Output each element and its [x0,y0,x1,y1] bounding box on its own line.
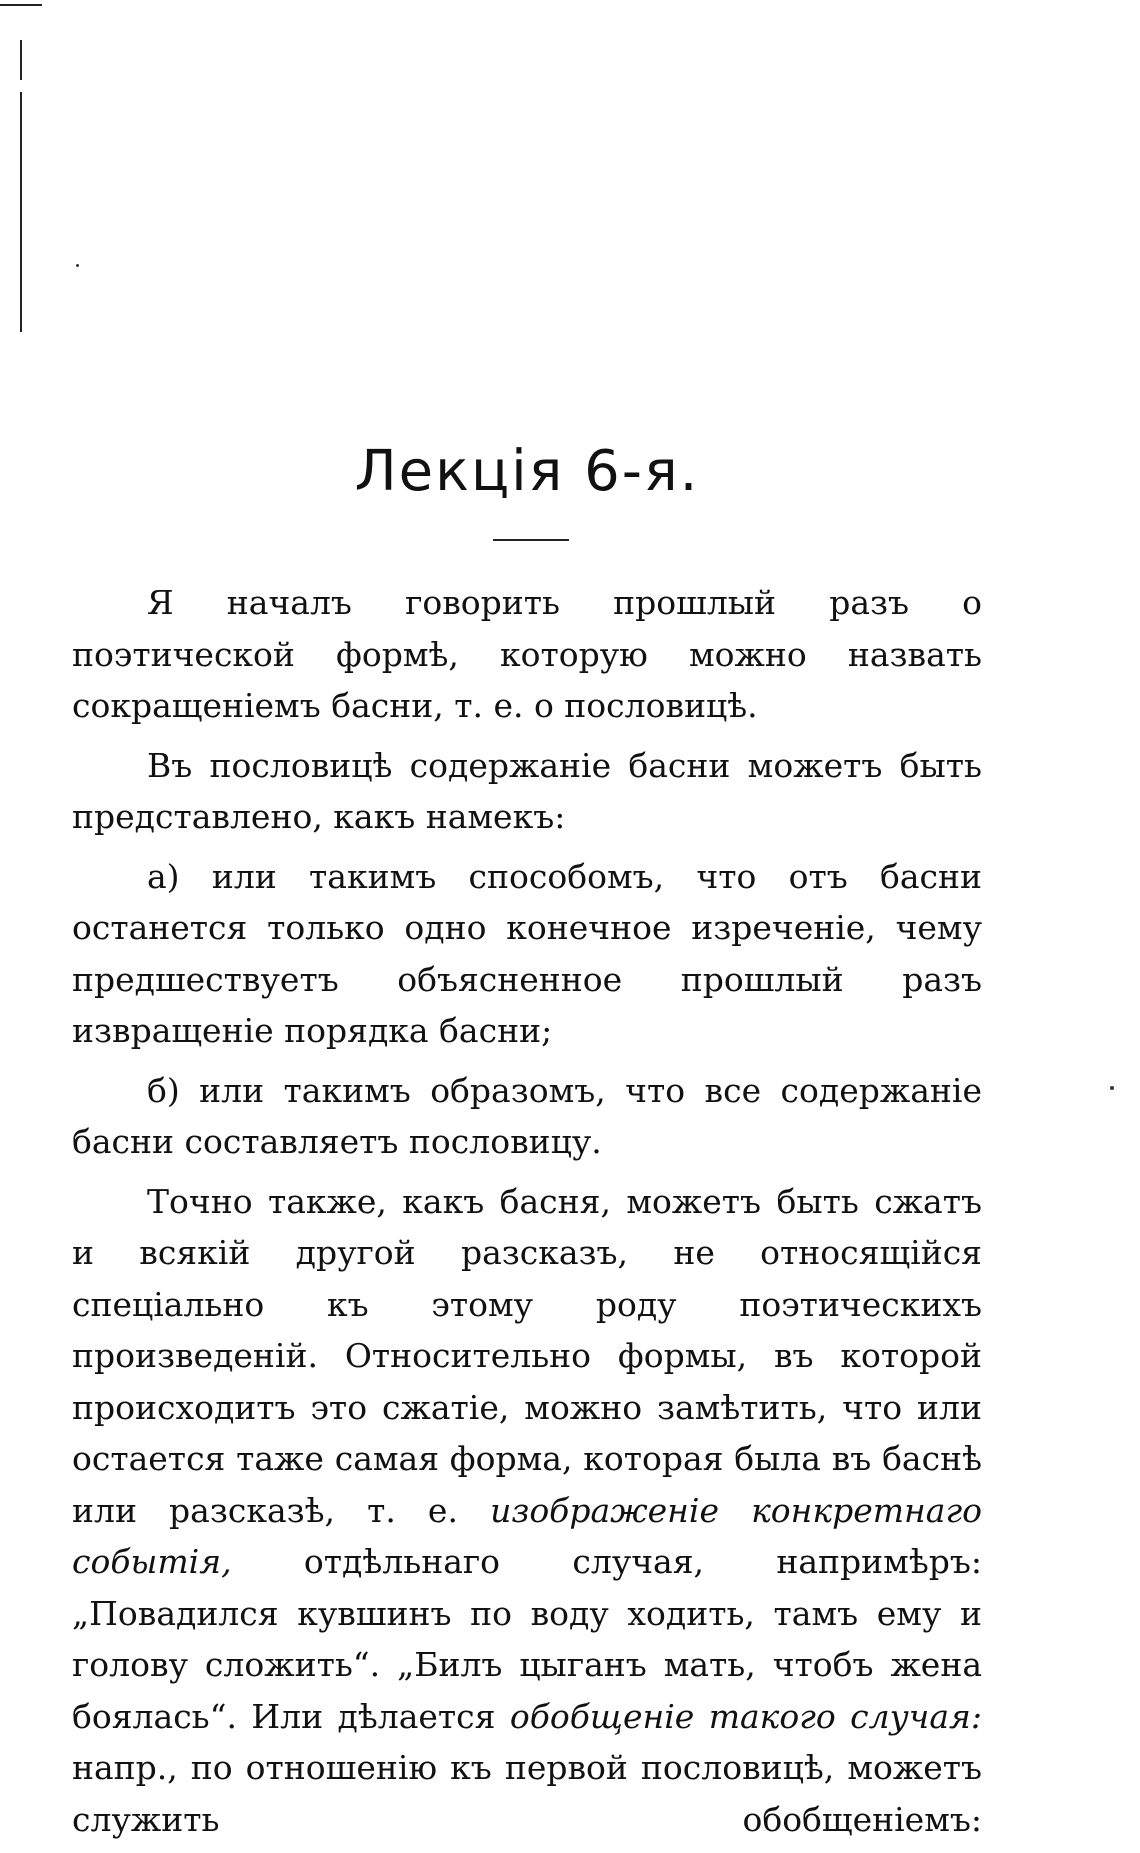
paragraph-3: а) или такимъ способомъ, что отъ басни останется только одно конечное изреченіе, чему предшествуетъ объясненное прошлый разъ извращеніе порядка басни; [72,856,982,1050]
scan-speck [76,264,79,267]
lecture-title: Лекція 6-я. [354,439,700,504]
body-text [72,577,982,1853]
paragraph-4: б) или такимъ образомъ, что все содержаніе басни составляетъ пословицу. [72,1070,982,1161]
scan-speck [1110,1086,1114,1090]
scan-edge-mark [0,4,42,6]
paragraph-5-part-2: отдѣльнаго случая, напримѣръ: „Повадился кувшинъ по воду ходить, тамъ ему и голову сложить“. „Билъ цыганъ мать, чтобъ жена боялась“. Или дѣлается [72,1542,982,1736]
paragraph-2: Въ пословицѣ содержаніе басни можетъ быть представлено, какъ намекъ: [72,745,982,836]
paragraph-5-part-1: Точно также, какъ басня, можетъ быть сжатъ и всякій другой разсказъ, не относящійся спеціально къ этому роду поэтическихъ произведеній. Относительно формы, въ которой происходитъ это сжатіе, можно замѣтить, что или остается таже самая форма, которая была въ баснѣ или разсказѣ, т. е. [72,1181,982,1530]
paragraph-5-part-3: напр., по отношенію къ первой пословицѣ, можетъ служить обобщеніемъ: [72,1748,982,1839]
italic-phrase-2: обобщеніе такого случая: [509,1696,982,1736]
title-divider [493,539,569,541]
paragraph-5 [72,1176,982,1846]
paragraph-1: Я началъ говорить прошлый разъ о поэтической формѣ, которую можно назвать сокращеніемъ басни, т. е. о пословицѣ. [72,583,982,725]
scan-margin-line [20,92,22,332]
scan-margin-line [20,40,22,80]
italic-phrase-1: изображеніе конкретнаго событія, [72,1490,982,1581]
